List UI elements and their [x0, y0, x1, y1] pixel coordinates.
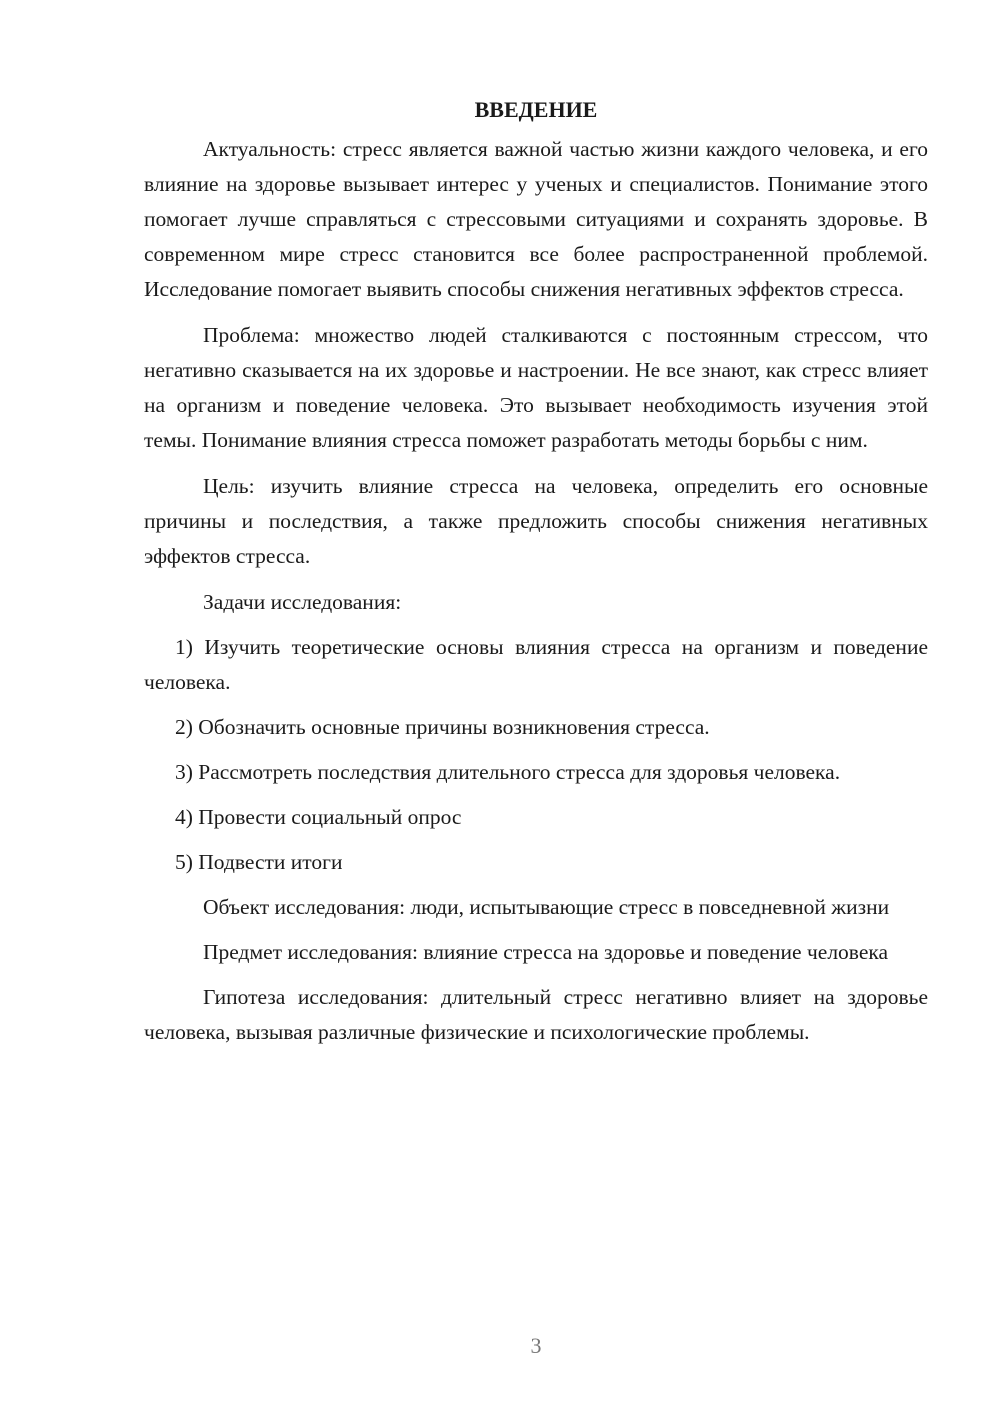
relevance-paragraph: Актуальность: стресс является важной частью жизни каждого человека, и его влияние на здоровье вызывает интерес у ученых и специалистов. Понимание этого помогает лучше справляться с стрессовыми ситуациями и сохранять здоровье. В современном мире стресс становится все более распространенной проблемой. Исследование помогает выявить способы снижения негативных эффектов стресса.	[144, 137, 928, 301]
tasks-heading: Задачи исследования:	[203, 590, 402, 614]
page-number: 3	[530, 1333, 542, 1358]
document-page	[144, 92, 928, 1050]
task-item-4: 4) Провести социальный опрос	[175, 805, 462, 829]
task-item-2: 2) Обозначить основные причины возникновения стресса.	[175, 715, 710, 739]
task-item-1: 1) Изучить теоретические основы влияния стресса на организм и поведение человека.	[144, 635, 928, 694]
section-title: ВВЕДЕНИЕ	[474, 97, 598, 122]
hypothesis-paragraph: Гипотеза исследования: длительный стресс негативно влияет на здоровье человека, вызывая различные физические и психологические проблемы.	[144, 985, 928, 1044]
task-item-5: 5) Подвести итоги	[175, 850, 343, 874]
subject-paragraph: Предмет исследования: влияние стресса на здоровье и поведение человека	[203, 940, 889, 964]
task-item-3: 3) Рассмотреть последствия длительного стресса для здоровья человека.	[175, 760, 841, 784]
object-paragraph: Объект исследования: люди, испытывающие стресс в повседневной жизни	[203, 895, 890, 919]
problem-paragraph: Проблема: множество людей сталкиваются с постоянным стрессом, что негативно сказывается на их здоровье и настроении. Не все знают, как стресс влияет на организм и поведение человека. Это вызывает необходимость изучения этой темы. Понимание влияния стресса поможет разработать методы борьбы с ним.	[144, 323, 928, 452]
goal-paragraph: Цель: изучить влияние стресса на человека, определить его основные причины и последствия, а также предложить способы снижения негативных эффектов стресса.	[144, 474, 928, 568]
